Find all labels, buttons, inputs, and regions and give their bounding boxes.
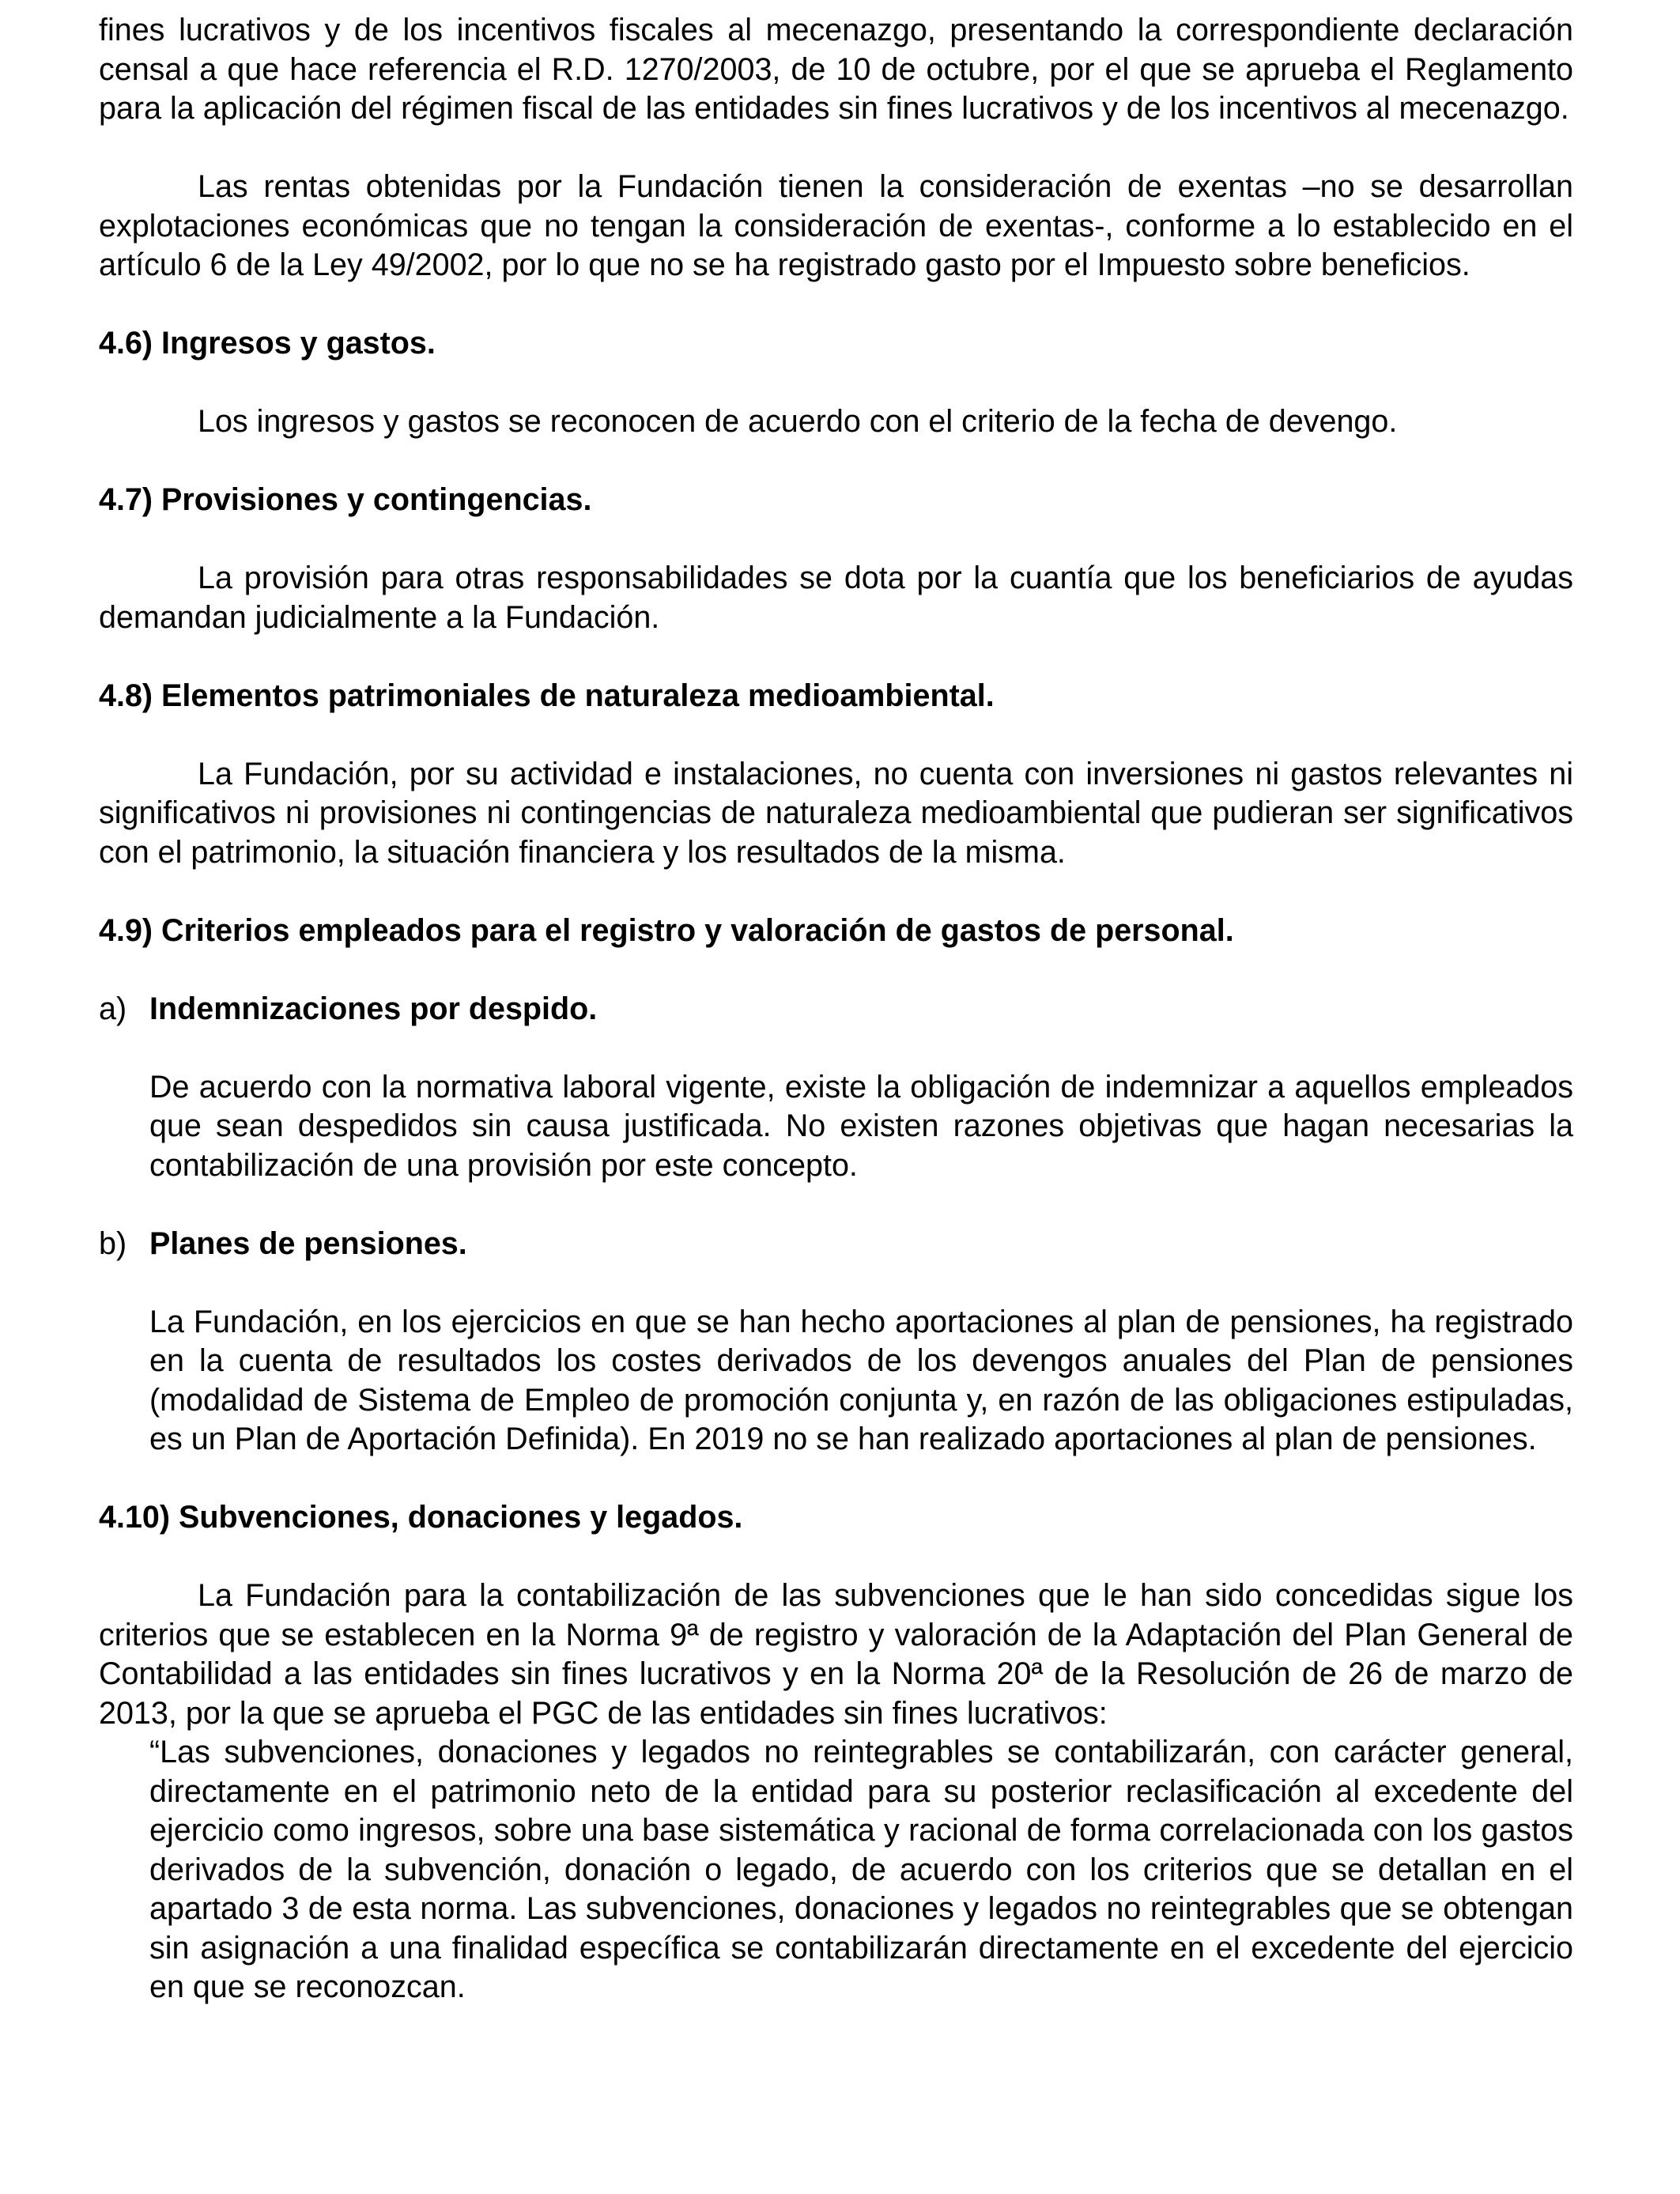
section-4-7-body: La provisión para otras responsabilidades se dota por la cuantía que los beneficiarios de ayudas demandan judicialmente a la Fundación. <box>99 561 1573 635</box>
item-a-marker: a) <box>99 991 127 1026</box>
section-4-10-body: La Fundación para la contabilización de las subvenciones que le han sido concedidas sigue los criterios que se establecen en la Norma 9ª de registro y valoración de la Adaptación del Plan General de Contabilidad a las entidades sin fines lucrativos y en la Norma 20ª de la Resolución de 26 de marzo de 2013, por la que se aprueba el PGC de las entidades sin fines lucrativos: <box>99 1578 1573 1731</box>
item-b-marker: b) <box>99 1225 127 1261</box>
section-4-8-body: La Fundación, por su actividad e instalaciones, no cuenta con inversiones ni gastos relevantes ni significativos ni provisiones ni contingencias de naturaleza medioambiental que pudieran ser significativos con el patrimonio, la situación financiera y los resultados de la misma. <box>99 756 1573 870</box>
item-b-body: La Fundación, en los ejercicios en que se han hecho aportaciones al plan de pensiones, ha registrado en la cuenta de resultados los costes derivados de los devengos anuales del Plan de pensiones (modalidad de Sistema de Empleo de promoción conjunta y, en razón de las obligaciones estipuladas, es un Plan de Aportación Definida). En 2019 no se han realizado aportaciones al plan de pensiones. <box>149 1304 1573 1456</box>
item-a-body: De acuerdo con la normativa laboral vigente, existe la obligación de indemnizar a aquellos empleados que sean despedidos sin causa justificada. No existen razones objetivas que hagan necesarias la contabilización de una provisión por este concepto. <box>149 1069 1573 1183</box>
item-a-title: Indemnizaciones por despido. <box>149 991 598 1026</box>
item-a-heading <box>99 990 1573 1029</box>
section-4-6-heading: 4.6) Ingresos y gastos. <box>99 326 436 361</box>
section-4-10-heading: 4.10) Subvenciones, donaciones y legados. <box>99 1500 743 1535</box>
rentas-paragraph: Las rentas obtenidas por la Fundación tienen la consideración de exentas –no se desarrollan explotaciones económicas que no tengan la consideración de exentas-, conforme a lo establecido en el artículo 6 de la Ley 49/2002, por lo que no se ha registrado gasto por el Impuesto sobre beneficios. <box>99 169 1573 282</box>
section-4-8-heading: 4.8) Elementos patrimoniales de naturaleza medioambiental. <box>99 678 995 713</box>
item-b-title: Planes de pensiones. <box>149 1225 467 1261</box>
section-4-6-body: Los ingresos y gastos se reconocen de acuerdo con el criterio de la fecha de devengo. <box>198 404 1398 439</box>
document-page <box>99 11 1573 2007</box>
section-4-9-heading: 4.9) Criterios empleados para el registro y valoración de gastos de personal. <box>99 912 1234 948</box>
section-4-10-quote: “Las subvenciones, donaciones y legados no reintegrables se contabilizarán, con carácter general, directamente en el patrimonio neto de la entidad para su posterior reclasificación al excedente del ejercicio como ingresos, sobre una base sistemática y racional de forma correlacionada con los gastos derivados de la subvención, donación o legado, de acuerdo con los criterios que se detallan en el apartado 3 de esta norma. Las subvenciones, donaciones y legados no reintegrables que se obtengan sin asignación a una finalidad específica se contabilizarán directamente en el excedente del ejercicio en que se reconozcan. <box>149 1735 1573 2004</box>
intro-continuation-paragraph: fines lucrativos y de los incentivos fiscales al mecenazgo, presentando la correspondiente declaración censal a que hace referencia el R.D. 1270/2003, de 10 de octubre, por el que se aprueba el Reglamento para la aplicación del régimen fiscal de las entidades sin fines lucrativos y de los incentivos al mecenazgo. <box>99 13 1573 126</box>
item-b-heading <box>99 1225 1573 1264</box>
section-4-7-heading: 4.7) Provisiones y contingencias. <box>99 482 592 517</box>
